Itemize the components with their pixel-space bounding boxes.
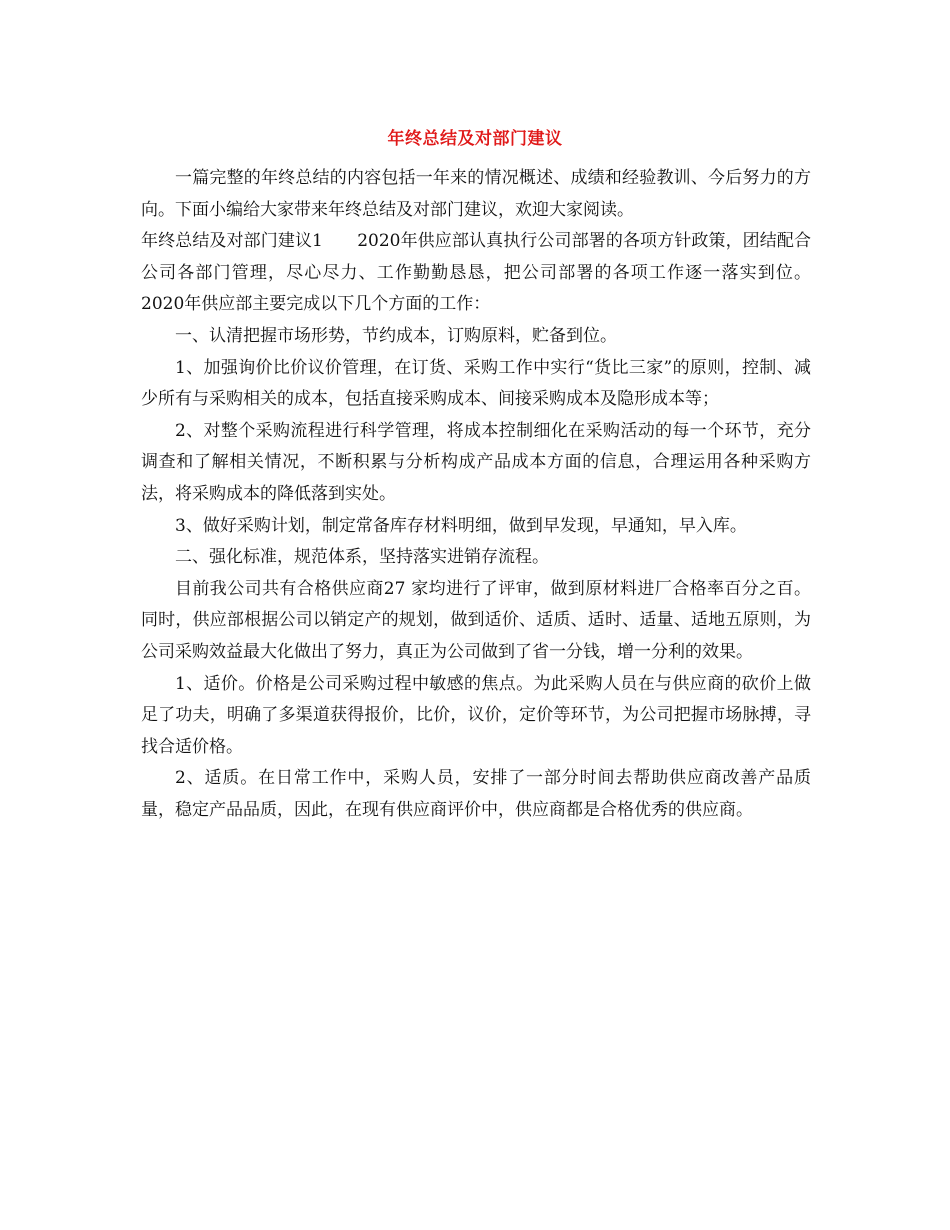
paragraph-item-2-1: 1、适价。价格是公司采购过程中敏感的焦点。为此采购人员在与供应商的砍价上做足了功夫，明确了多渠道获得报价，比价，议价，定价等环节，为公司把握市场脉搏，寻找合适价格。 [141,673,811,757]
paragraph-item-2-2: 2、适质。在日常工作中，采购人员，安排了一部分时间去帮助供应商改善产品质量，稳定产品品质，因此，在现有供应商评价中，供应商都是合格优秀的供应商。 [141,768,811,820]
paragraph-section-2-heading: 二、强化标准，规范体系，坚持落实进销存流程。 [175,547,549,568]
paragraph-section-1-heading: 一、认清把握市场形势，节约成本，订购原料，贮备到位。 [175,325,617,346]
paragraph-suppliers: 目前我公司共有合格供应商27 家均进行了评审，做到原材料进厂合格率百分之百。 同时，供应部根据公司以销定产的规划，做到适价、适质、适时、适量、适地五原则，为公司采购效益最大化做出了努力，真正为公司做到了省一分钱，增一分利的效果。 [141,578,811,662]
paragraph-item-1-1: 1、加强询价比价议价管理，在订货、采购工作中实行“货比三家”的原则，控制、减少所有与采购相关的成本，包括直接采购成本、间接采购成本及隐形成本等； [141,357,811,410]
paragraph-intro: 一篇完整的年终总结的内容包括一年来的情况概述、成绩和经验教训、今后努力的方向。下面小编给大家带来年终总结及对部门建议，欢迎大家阅读。 [141,168,811,220]
paragraph-summary-1: 年终总结及对部门建议1 2020年供应部认真执行公司部署的各项方针政策，团结配合公司各部门管理，尽心尽力、工作勤勤恳恳，把公司部署的各项工作逐一落实到位。2020年供应部主要完成以下几个方面的工作： [141,231,811,315]
paragraph-item-1-2: 2、对整个采购流程进行科学管理，将成本控制细化在采购活动的每一个环节，充分调查和了解相关情况，不断积累与分析构成产品成本方面的信息，合理运用各种采购方法，将采购成本的降低落到实处。 [141,420,811,504]
paragraph-item-1-3: 3、做好采购计划，制定常备库存材料明细，做到早发现，早通知，早入库。 [175,515,747,536]
document-body [141,163,811,826]
document-title: 年终总结及对部门建议 [387,129,563,149]
